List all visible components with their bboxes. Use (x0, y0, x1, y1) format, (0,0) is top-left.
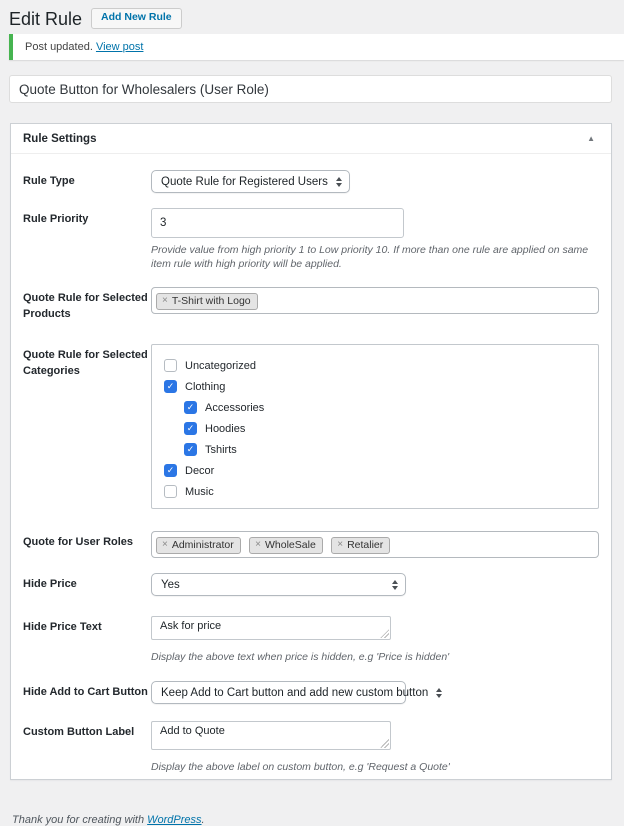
hide-add-to-cart-select[interactable] (151, 681, 429, 704)
selected-categories-row (23, 344, 597, 509)
category-label: Hoodies (205, 422, 246, 435)
rule-settings-metabox (10, 123, 612, 780)
rule-type-row (23, 170, 597, 193)
hide-price-text-row (23, 616, 597, 664)
tag-remove-icon[interactable]: × (162, 539, 168, 551)
custom-button-label-row (23, 721, 597, 774)
field-label: Hide Price Text (23, 621, 102, 634)
selected-value: Keep Add to Cart button and add new custom button (161, 686, 429, 699)
checkbox-icon[interactable] (164, 359, 177, 372)
checkbox-icon[interactable]: ✓ (164, 464, 177, 477)
checkbox-icon[interactable]: ✓ (164, 380, 177, 393)
tag-label: WholeSale (265, 539, 316, 552)
custom-button-label-textarea[interactable] (151, 721, 391, 750)
category-label: Accessories (205, 401, 265, 414)
hide-price-row (23, 573, 597, 596)
metabox-body (11, 154, 611, 779)
role-tag (249, 537, 323, 554)
selected-value: Quote Rule for Registered Users (161, 175, 328, 188)
selected-value: Yes (161, 578, 180, 591)
checkbox-icon[interactable]: ✓ (184, 401, 197, 414)
post-title-input[interactable] (9, 75, 612, 103)
page-header (0, 0, 624, 30)
rule-priority-row (23, 208, 597, 271)
select-arrows-icon (392, 580, 398, 590)
category-label: Clothing (185, 380, 226, 393)
page-title: Edit Rule (9, 8, 83, 29)
user-roles-multiselect[interactable] (151, 531, 599, 558)
tag-remove-icon[interactable]: × (255, 539, 261, 551)
add-new-rule-button[interactable]: Add New Rule (91, 8, 182, 29)
metabox-title: Rule Settings (23, 132, 97, 145)
footer-suffix: . (201, 813, 205, 826)
product-tag (156, 293, 258, 310)
categories-box (151, 344, 599, 509)
hide-add-to-cart-row (23, 681, 597, 704)
field-label: Quote Rule for Selected Categories (23, 349, 148, 378)
update-notice (9, 34, 624, 60)
hide-price-text-textarea[interactable] (151, 616, 391, 640)
category-checkbox-item[interactable] (164, 359, 586, 372)
category-checkbox-item[interactable] (164, 380, 586, 393)
notice-message: Post updated. (25, 41, 93, 53)
category-label: Decor (185, 464, 215, 477)
view-post-link[interactable]: View post (95, 41, 144, 53)
rule-priority-input[interactable] (151, 208, 404, 238)
footer-thankyou-text: Thank you for creating with (12, 813, 145, 826)
category-label: Tshirts (205, 443, 237, 456)
select-arrows-icon (336, 177, 342, 187)
field-description: Display the above label on custom button, e.g 'Request a Quote' (151, 761, 450, 774)
field-description: Provide value from high priority 1 to Low priority 10. If more than one rule are applied on same item rule with high priority will be applied. (151, 244, 589, 271)
category-checkbox-item[interactable] (164, 485, 586, 498)
admin-footer (12, 814, 624, 826)
rule-type-select[interactable] (151, 170, 350, 193)
user-roles-row (23, 531, 597, 558)
field-label: Quote Rule for Selected Products (23, 292, 148, 321)
checkbox-icon[interactable]: ✓ (184, 422, 197, 435)
field-label: Hide Price (23, 578, 77, 591)
tag-label: Administrator (171, 539, 234, 552)
category-checkbox-item[interactable] (184, 443, 586, 456)
role-tag (331, 537, 390, 554)
wordpress-link[interactable]: WordPress (147, 813, 202, 826)
field-description: Display the above text when price is hidden, e.g 'Price is hidden' (151, 651, 450, 664)
category-checkbox-item[interactable] (184, 401, 586, 414)
selected-products-row (23, 287, 597, 323)
field-label: Custom Button Label (23, 726, 135, 739)
field-label: Hide Add to Cart Button (23, 686, 148, 699)
tag-label: T-Shirt with Logo (171, 295, 251, 308)
checkbox-icon[interactable]: ✓ (184, 443, 197, 456)
category-label: Uncategorized (185, 359, 256, 372)
field-label: Rule Type (23, 175, 75, 187)
hide-price-select[interactable] (151, 573, 406, 596)
products-multiselect[interactable] (151, 287, 599, 314)
field-label: Quote for User Roles (23, 536, 134, 549)
category-checkbox-item[interactable] (164, 464, 586, 477)
metabox-header (11, 124, 611, 154)
field-label: Rule Priority (23, 213, 89, 225)
tag-label: Retalier (347, 539, 384, 552)
select-arrows-icon (436, 688, 442, 698)
category-label: Music (185, 485, 214, 498)
tag-remove-icon[interactable]: × (337, 539, 344, 551)
collapse-toggle-icon[interactable]: ▲ (583, 131, 599, 147)
role-tag (156, 537, 241, 554)
checkbox-icon[interactable] (164, 485, 177, 498)
category-checkbox-item[interactable] (184, 422, 586, 435)
tag-remove-icon[interactable]: × (162, 295, 168, 307)
